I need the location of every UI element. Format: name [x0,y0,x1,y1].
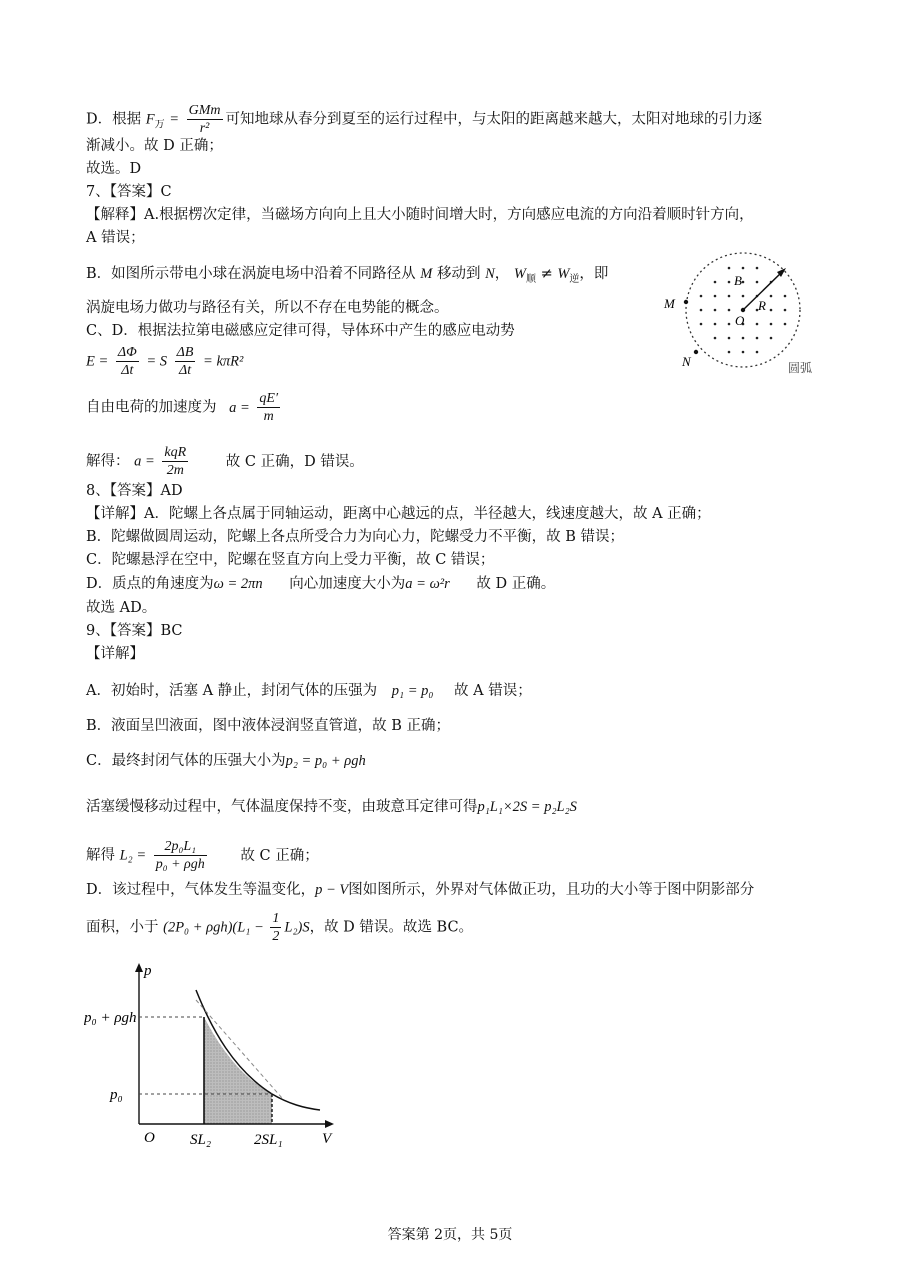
text: 故 A 错误； [454,683,532,699]
field-dot [770,337,773,340]
field-dot [784,309,787,312]
text: 故 C 正确，D 错误。 [225,453,364,470]
fraction-gmm-r2 [187,102,223,137]
answer-heading: 7、【答案】C [86,184,172,200]
field-dot [728,323,731,326]
field-dot [728,281,731,284]
field-dot [756,281,759,284]
center-point [741,308,745,312]
label-2sl1: 2SL₁ [254,1132,283,1148]
text-line: 【解释】A.根据楞次定律，当磁场方向向上且大小随时间增大时，方向感应电流的方向沿着顺时针方向， [86,207,754,223]
point-n [694,350,698,354]
field-dot [756,337,759,340]
text-line: C．陀螺悬浮在空中，陀螺在竖直方向上受力平衡，故 C 错误； [86,552,495,568]
text: D．该过程中，气体发生等温变化， [86,882,316,898]
field-dot [728,351,731,354]
text: 故 D 正确。 [476,576,556,592]
answer-heading: 8、【答案】AD [86,483,183,499]
label-origin: O [144,1130,155,1146]
text-line: 故选。D [86,161,142,177]
text: D．质点的角速度为 [86,576,214,592]
denominator: r² [199,121,210,136]
field-dot [742,337,745,340]
point-m [684,300,688,304]
math-symbol: F [145,111,155,128]
field-dot [770,295,773,298]
math-symbol: M [420,266,433,282]
math-symbol: (2P₀ + ρgh)(L₁ − [163,919,268,936]
label-arc: 圆弧 [788,361,813,375]
field-dot [728,267,731,270]
math-symbol: a = [134,453,155,470]
numerator: ΔΦ [117,345,137,360]
numerator: ΔB [176,345,194,360]
text-line: 涡旋电场力做功与路径有关，所以不存在电势能的概念。 [86,300,449,316]
math-subscript: 顺 [525,273,536,285]
label-v: V [322,1131,332,1147]
emf-equation [86,344,243,379]
denominator: Δt [178,363,192,378]
text: 解得 [86,847,115,864]
text: C．最终封闭气体的压强大小为 [86,753,286,769]
text: 故 C 正确； [240,847,319,864]
text-line: 故选 AD。 [86,600,157,616]
field-dot [700,323,703,326]
denominator: Δt [121,363,134,378]
math-symbol: N [485,266,495,282]
field-dot [756,267,759,270]
work-line [86,910,473,945]
p-axis-arrow [135,963,143,972]
answer-heading: 9、【答案】BC [86,623,183,639]
fraction-l2 [154,838,207,873]
label-p0: p₀ [110,1087,123,1103]
text: 自由电荷的加速度为 [86,399,217,416]
numerator: kqR [164,445,187,460]
math-symbol: a = ω²r [405,576,450,592]
math-symbol: L₂)S [284,919,310,936]
field-dot [714,309,717,312]
label-sl2: SL₂ [190,1132,212,1148]
numerator: qE′ [259,391,279,406]
field-dot [700,295,703,298]
field-dot [756,323,759,326]
boyle-line [86,797,577,817]
fraction-dphi-dt [116,344,139,379]
text-line: 【详解】 [86,646,144,662]
fraction-db-dt [175,344,196,379]
math-symbol: p − V [315,882,349,898]
option-b-line [86,264,608,290]
text: 向心加速度大小为 [289,576,406,592]
option-a-line-9 [86,681,532,701]
vortex-field-figure [660,250,830,380]
denominator: 2 [272,929,280,944]
math-symbol: = kπR² [203,353,244,370]
text-line: C、D．根据法拉第电磁感应定律可得，导体环中产生的感应电动势 [86,323,515,339]
text: 活塞缓慢移动过程中，气体温度保持不变，由玻意耳定律可得 [86,799,478,815]
denominator: 2m [166,463,184,478]
text: A．初始时，活塞 A 静止，封闭气体的压强为 [86,683,378,699]
text: 移动到 [436,266,481,282]
text: 解得： [86,453,130,470]
math-symbol: p₁L₁×2S = p₂L₂S [477,799,577,815]
field-dot [728,309,731,312]
field-dot [770,309,773,312]
field-dot [700,309,703,312]
text-line: B．陀螺做圆周运动，陀螺上各点所受合力为向心力，陀螺受力不平衡，故 B 错误； [86,529,625,545]
text-line: 渐减小。故 D 正确； [86,138,223,154]
option-d-line-9 [86,880,754,900]
field-dot [742,281,745,284]
text: B．如图所示带电小球在涡旋电场中沿着不同路径从 [86,266,416,282]
field-dot [742,267,745,270]
option-d-line-8 [86,574,555,594]
option-c-line-9 [86,751,366,771]
field-dot [714,337,717,340]
field-dot [742,295,745,298]
v-axis-arrow [325,1120,334,1128]
math-symbol: ≠ [540,266,553,282]
acceleration-line [86,390,283,425]
math-symbol: ω = 2πn [213,576,263,592]
shaded-work-area [204,1017,272,1124]
text: D．根据 [86,111,142,128]
math-symbol: W [557,266,570,282]
numerator: GMm [188,103,221,118]
label-m: M [664,296,675,311]
fraction-qe-m [257,390,280,425]
math-symbol: L₂ = [119,847,147,864]
solution-line-9 [86,838,319,873]
field-dot [784,295,787,298]
math-symbol: W [513,266,526,282]
field-dot [728,337,731,340]
field-dot [714,323,717,326]
option-d-gravitation [86,102,762,137]
label-n: N [682,354,691,369]
field-dot [714,281,717,284]
text-line: A 错误； [86,230,145,246]
label-r: R [758,298,766,313]
denominator: m [263,409,274,424]
text-line: B．液面呈凹液面，图中液体浸润竖直管道，故 B 正确； [86,718,451,734]
field-dot [756,351,759,354]
label-p-top: p₀ + ρgh [84,1010,137,1026]
fraction-half [270,910,281,945]
pv-figure [84,960,354,1155]
field-dot [770,323,773,326]
field-dot [714,295,717,298]
text: 可知地球从春分到夏至的运行过程中，与太阳的距离越来越大，太阳对地球的引力逐 [225,111,763,128]
text: 面积，小于 [86,919,159,936]
numerator: 2p₀L₁ [154,838,207,856]
math-symbol: p₂ = p₀ + ρgh [285,753,366,769]
math-symbol: E = [86,353,109,370]
page-footer: 答案第 2页，共 5页 [387,1227,513,1243]
math-subscript: 逆 [569,273,580,285]
field-dot [742,351,745,354]
math-symbol: = [169,111,180,128]
fraction-kqr-2m [162,444,188,479]
field-dot [784,323,787,326]
math-symbol: a = [229,399,250,416]
denominator: p₀ + ρgh [155,857,205,872]
math-symbol: p₁ = p₀ [391,683,434,699]
label-b: B [734,273,742,288]
text-line: 【详解】A．陀螺上各点属于同轴运动，距离中心越远的点，半径越大，线速度越大，故 A 正确； [86,506,711,522]
numerator: 1 [272,911,280,926]
text: ，故 D 错误。故选 BC。 [309,919,474,936]
label-o: O [735,313,745,328]
text: ， [494,266,510,282]
label-p: p [144,963,152,979]
math-symbol: = S [146,353,168,370]
field-dot [728,295,731,298]
text: 图如图所示，外界对气体做正功，且功的大小等于图中阴影部分 [348,882,755,898]
solution-line-7 [86,444,364,479]
math-subscript: 万 [154,119,165,131]
text: ，即 [579,266,609,282]
